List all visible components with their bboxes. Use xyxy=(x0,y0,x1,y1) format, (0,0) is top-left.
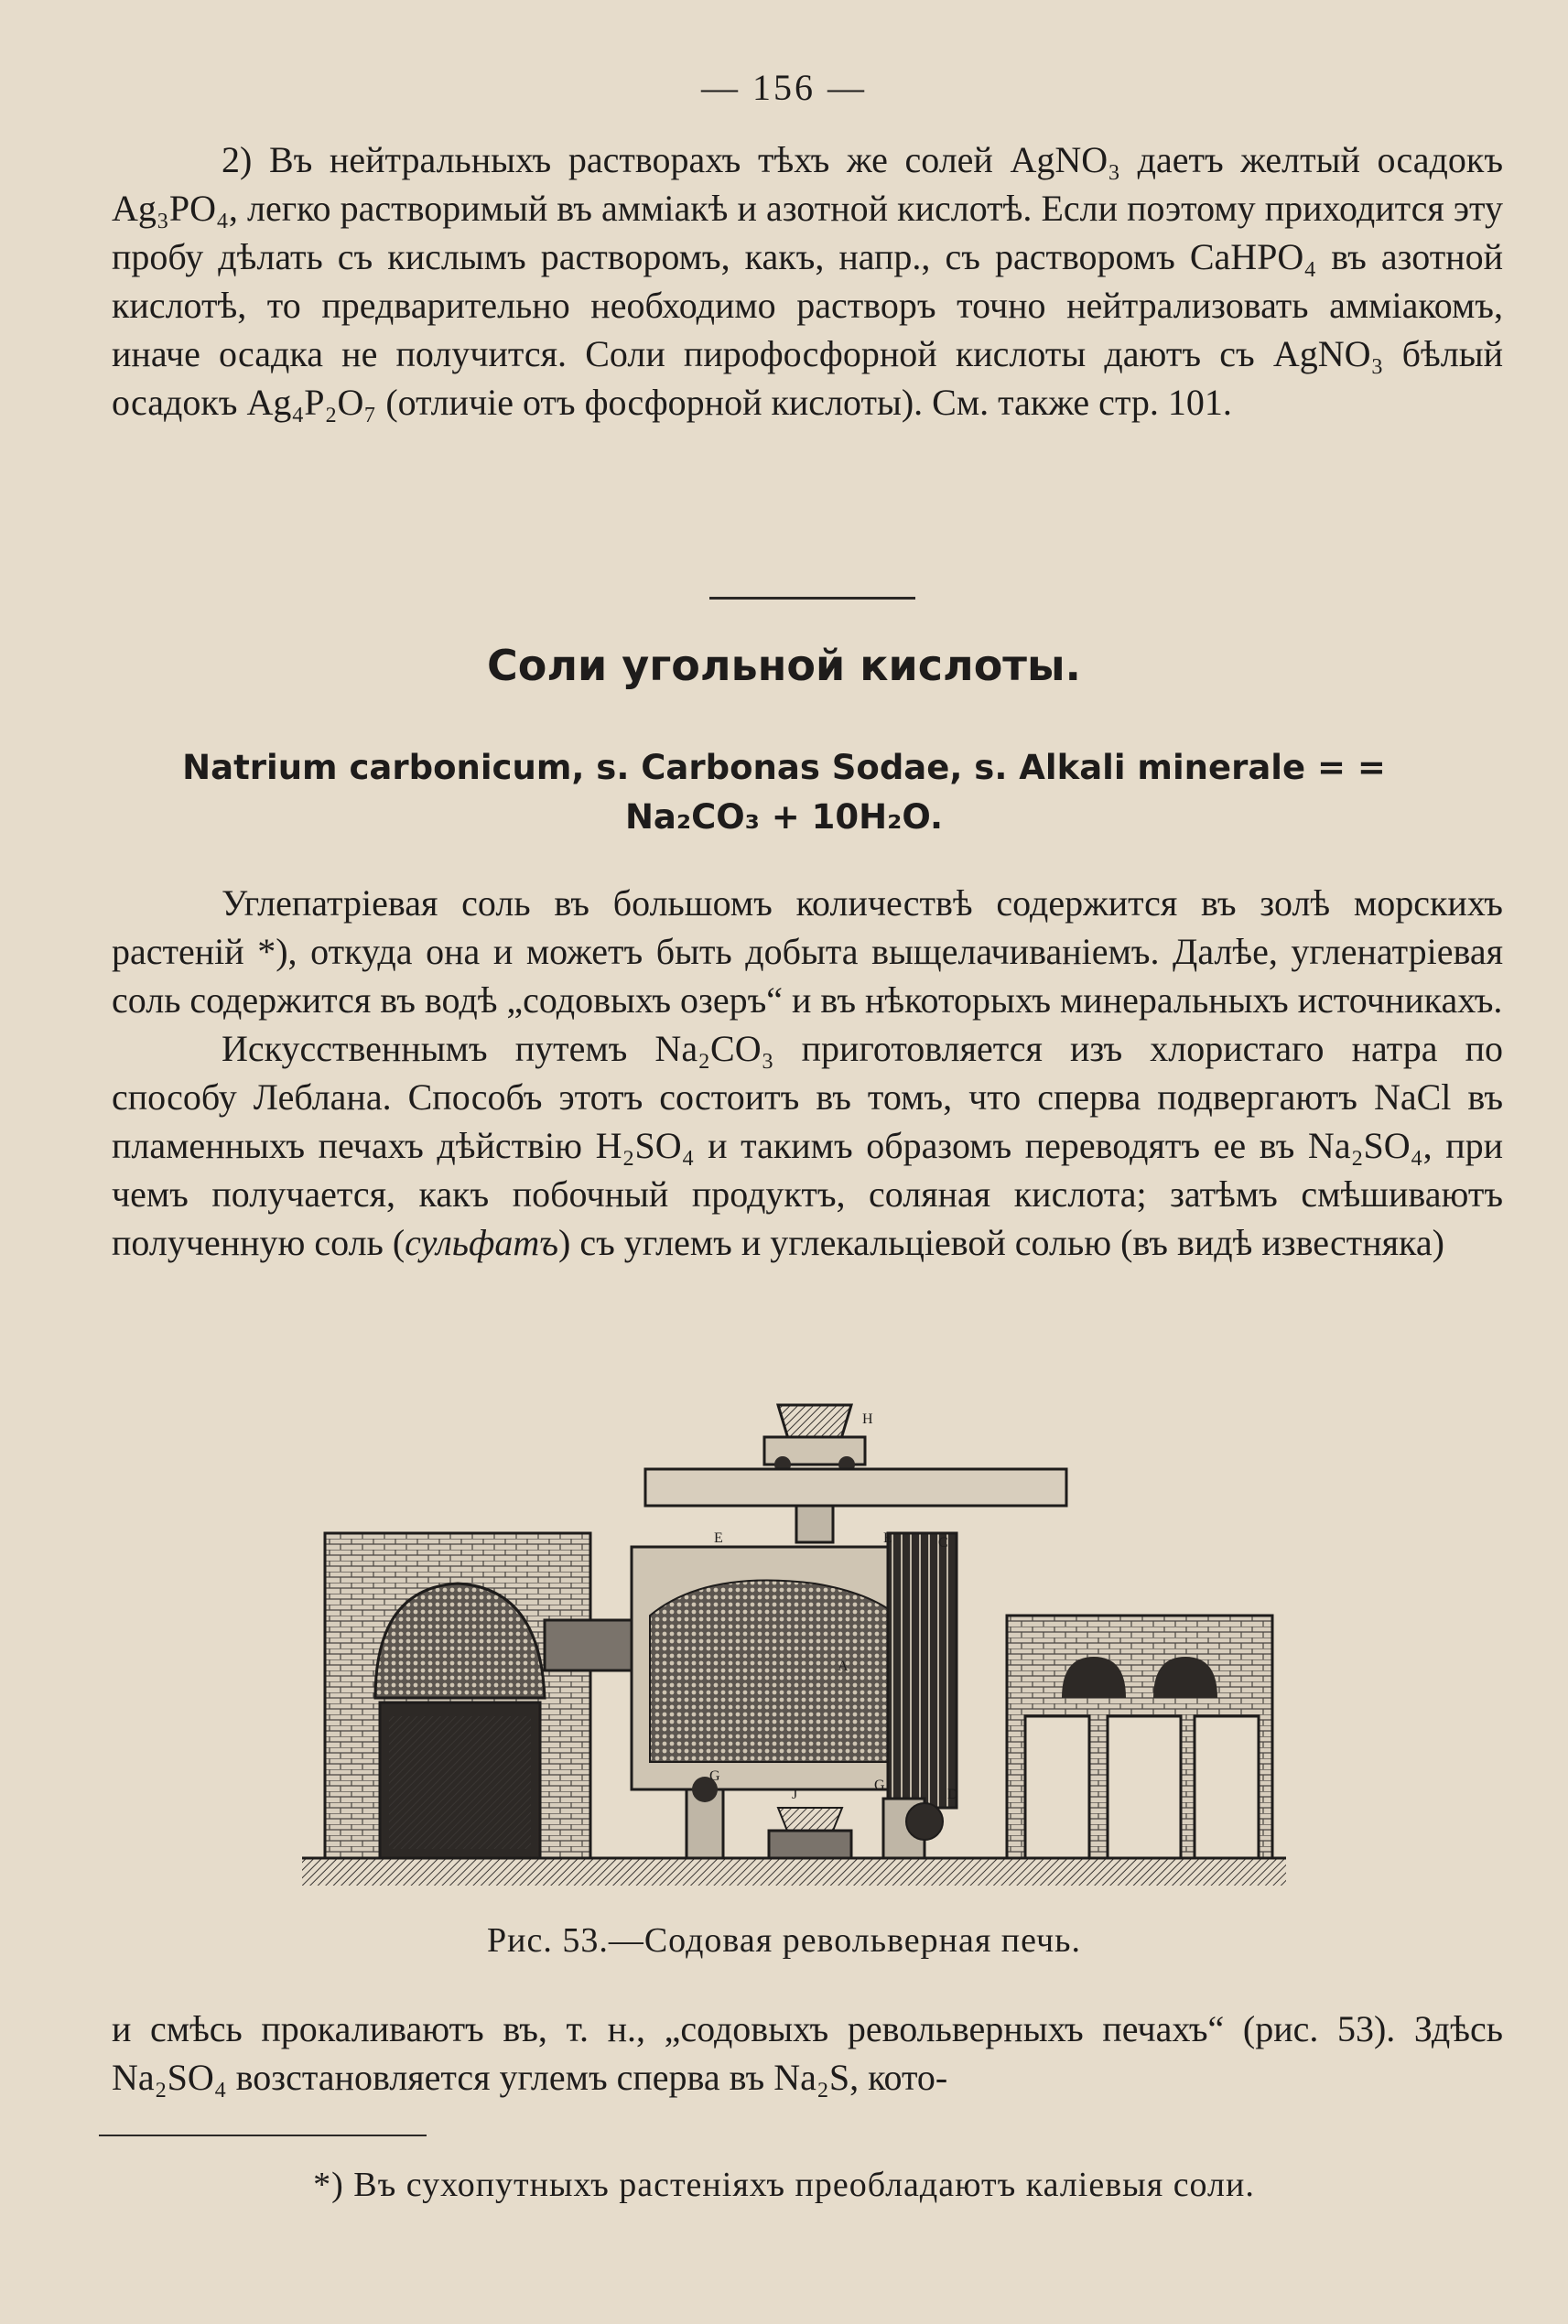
figure-label-h: H xyxy=(862,1411,873,1427)
section-divider xyxy=(709,597,915,600)
figure-label-c: C xyxy=(938,1535,948,1551)
leblanc-text-end: ) съ углемъ и углекальціевой солью (въ видѣ известняка) xyxy=(558,1222,1444,1263)
figure-caption: Рис. 53.—Содовая револьверная печь. xyxy=(486,1921,1081,1960)
figure-label-e1: E xyxy=(714,1530,723,1546)
leblanc-text-start: Искусственнымъ путемъ Na₂CO₃ приготовляется изъ хлористаго натра по способу Леблана. Способъ этотъ состоитъ въ томъ, что сперва подвергаютъ NaCl въ пламенныхъ печахъ дѣйствію H₂SO₄ и такимъ образомъ переводятъ ее въ Na₂SO₄, при чемъ получается, какъ побочный продуктъ, соляная кислота; затѣмъ смѣшиваютъ полученную соль ( xyxy=(112,1028,1503,1263)
figure-label-g1: G xyxy=(709,1768,720,1784)
paragraph-natural-sources: Углепатріевая соль въ большомъ количествѣ содержится въ золѣ морскихъ растеній *), откуда она и можетъ быть добыта выщелачиваніемъ. Далѣе, угленатріевая соль содержится въ водѣ „содовыхъ озеръ“ и въ нѣкоторыхъ минеральныхъ источникахъ. xyxy=(112,882,1503,1021)
body-text-block xyxy=(112,879,1503,1267)
figure-label-d: D xyxy=(947,1787,958,1802)
figure-label-j: J xyxy=(792,1787,798,1802)
section-heading: Соли угольной кислоты. xyxy=(486,641,1082,690)
page-number: — 156 — xyxy=(701,67,867,108)
footnote: *) Въ сухопутныхъ растеніяхъ преобладаютъ каліевыя соли. xyxy=(313,2166,1255,2204)
paragraph-silver-nitrate-test xyxy=(112,135,1503,427)
figure-label-e2: E xyxy=(883,1530,892,1546)
figure-label-g2: G xyxy=(874,1778,885,1793)
soda-furnace-figure xyxy=(302,1396,1286,1895)
figure-label-a: A xyxy=(838,1659,849,1674)
body-text-continued xyxy=(112,2005,1503,2102)
paragraph-leblanc-process xyxy=(112,1024,1503,1267)
footnote-rule xyxy=(99,2135,427,2136)
paragraph-revolving-furnace: и смѣсь прокаливаютъ въ, т. н., „содовыхъ револьверныхъ печахъ“ (рис. 53). Здѣсь Na₂SO₄ возстановляется углемъ сперва въ Na₂S, кото- xyxy=(112,2008,1503,2098)
paragraph-text: 2) Въ нейтральныхъ растворахъ тѣхъ же солей AgNO₃ даетъ желтый осадокъ Ag₃PO₄, легко растворимый въ амміакѣ и азотной кислотѣ. Если поэтому приходится эту пробу дѣлать съ кислымъ растворомъ, какъ, напр., съ растворомъ CaHPO₄ въ азотной кислотѣ, то предварительно необходимо растворъ точно нейтрализовать амміакомъ, иначе осадка не получится. Соли пирофосфорной кислоты даютъ съ AgNO₃ бѣлый осадокъ Ag₄P₂O₇ (отличіе отъ фосфорной кислоты). См. также стр. 101. xyxy=(112,139,1503,423)
substance-heading: Natrium carbonicum, s. Carbonas Sodae, s. Alkali minerale = = Na₂CO₃ + 10H₂O. xyxy=(182,748,1386,837)
sulfate-term: сульфатъ xyxy=(405,1222,559,1263)
